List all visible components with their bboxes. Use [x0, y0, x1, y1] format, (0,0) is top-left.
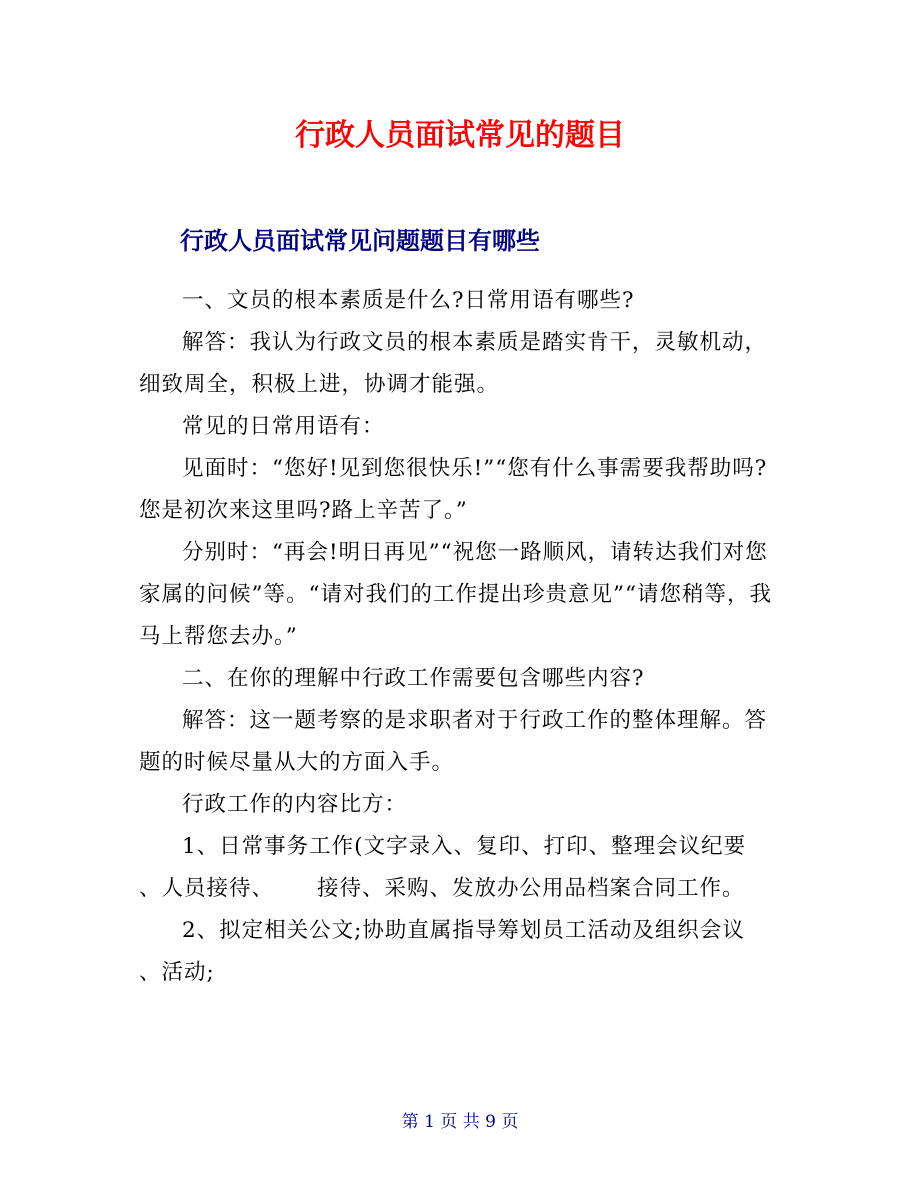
common-phrases-heading: 常见的日常用语有：	[182, 414, 385, 439]
list-item-1-line-2	[139, 868, 787, 910]
question-1-heading: 一、文员的根本素质是什么?日常用语有哪些?	[182, 288, 635, 313]
list-item-2-line-2: 、活动;	[139, 960, 215, 985]
document-title: 行政人员面试常见的题目	[295, 118, 625, 153]
document-subtitle: 行政人员面试常见问题题目有哪些	[180, 227, 540, 255]
answer-2-paragraph: 解答：这一题考察的是求职者对于行政工作的整体理解。答题的时候尽量从大的方面入手。	[139, 708, 768, 775]
question-2-heading: 二、在你的理解中行政工作需要包含哪些内容?	[182, 666, 645, 691]
document-body	[139, 280, 787, 994]
list-item-2-line-1: 2、拟定相关公文;协助直属指导筹划员工活动及组织会议	[182, 918, 745, 943]
answer-1-paragraph: 解答：我认为行政文员的根本素质是踏实肯干，灵敏机动，细致周全，积极上进，协调才能强。	[139, 330, 768, 397]
page-number-footer: 第 1 页 共 9 页	[401, 1112, 519, 1132]
admin-work-heading: 行政工作的内容比方：	[182, 792, 408, 817]
list-item-1-line-1: 1、日常事务工作(文字录入、复印、打印、整理会议纪要	[182, 834, 747, 859]
list-item-1-tasks: 接待、采购、发放办公用品档案合同工作。	[317, 876, 745, 901]
list-item-1-reception: 、人员接待、	[139, 876, 275, 901]
meeting-phrases-paragraph: 见面时：“您好!见到您很快乐!”“您有什么事需要我帮助吗?您是初次来这里吗?路上辛苦了。”	[139, 456, 768, 523]
parting-phrases-paragraph: 分别时：“再会!明日再见”“祝您一路顺风，请转达我们对您家属的问候”等。“请对我们的工作提出珍贵意见”“请您稍等，我马上帮您去办。”	[139, 540, 772, 649]
